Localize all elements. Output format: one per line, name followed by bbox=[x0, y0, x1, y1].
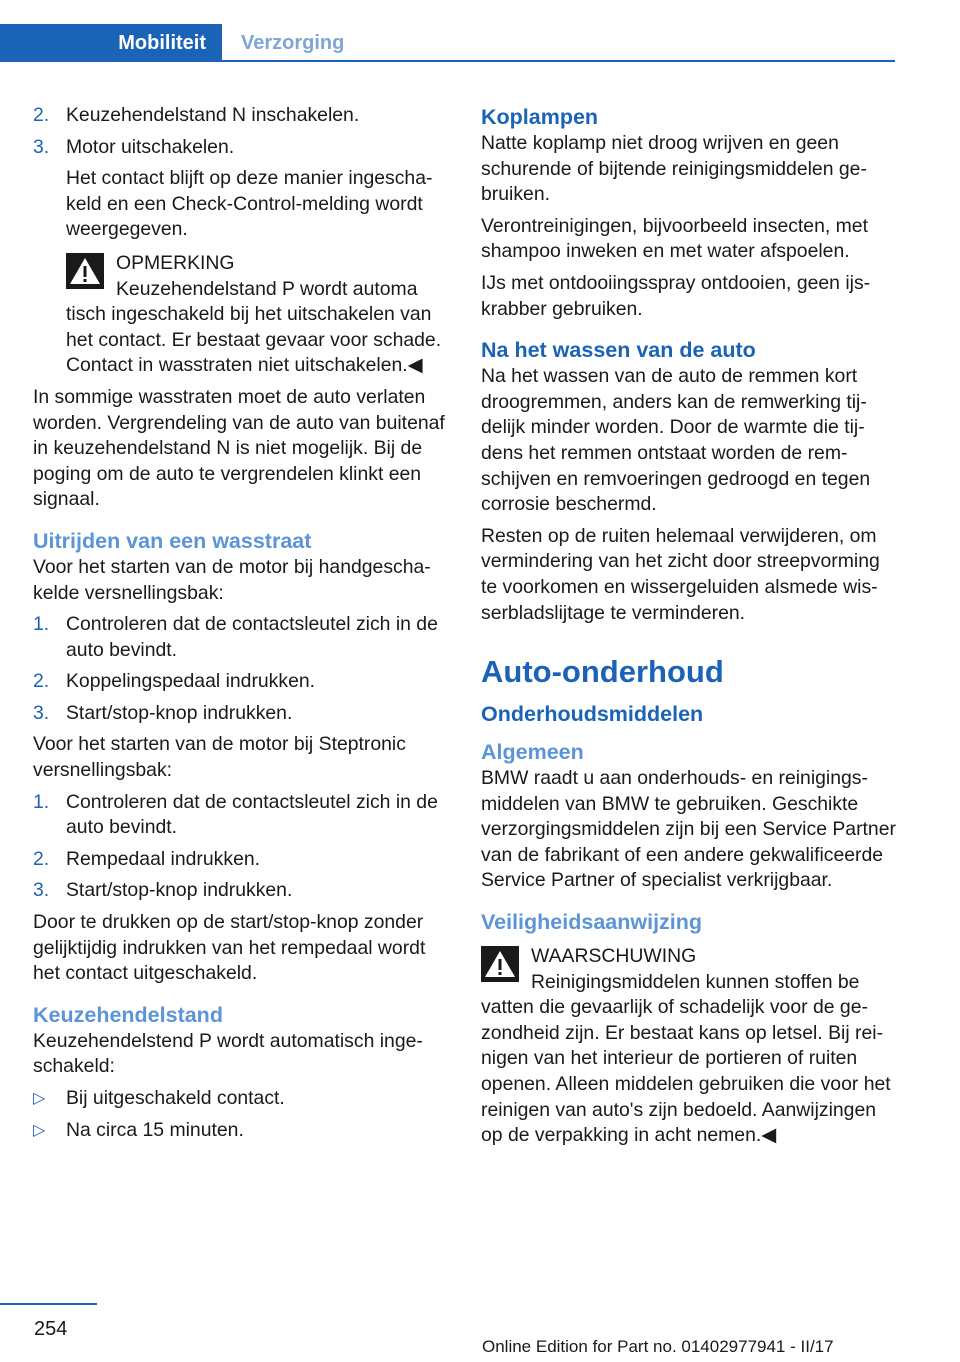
list-item bbox=[33, 135, 448, 161]
warning-box bbox=[481, 944, 896, 1149]
subsection-heading: Algemeen bbox=[481, 740, 584, 765]
list-item bbox=[33, 790, 448, 841]
warning-triangle-icon bbox=[481, 946, 519, 982]
section-heading: Koplampen bbox=[481, 105, 599, 129]
paragraph: BMW raadt u aan onderhouds- en reinigingsmiddelen van BMW te gebruiken. Geschikte verzorgingsmiddelen zijn bij een Service Partner van de fabrikant of een andere gekwalificeerde Service Partner of specialist verkrijgbaar. bbox=[481, 767, 896, 892]
footer-edition: Online Edition for Part no. 01402977941 - II/17 bbox=[482, 1337, 834, 1356]
list-item bbox=[33, 847, 448, 873]
list-item bbox=[33, 103, 448, 129]
warning-body: vatten die gevaarlijk of schadelijk voor de gezondheid zijn. Er bestaat kans op letsel. Bij reinigen van het interieur de portieren of ruiten openen. Alleen middelen gebruiken die voor het reinigen van auto's zijn bedoeld. Aanwijzingen op de verpakking in acht nemen.◀ bbox=[481, 996, 891, 1147]
list-number: 1. bbox=[33, 613, 50, 636]
list-text: Start/stop-knop indrukken. bbox=[66, 879, 293, 902]
list-item bbox=[33, 701, 448, 727]
note-body: tisch ingeschakeld bij het uitschakelen van het contact. Er bestaat gevaar voor schade. Contact in wasstraten niet uitschakelen.◀ bbox=[66, 303, 442, 377]
paragraph: Resten op de ruiten helemaal verwijderen, om vermindering van het zicht door streepvorming te voorkomen en wissergeluiden alsmede wisserbladslijtage te verminderen. bbox=[481, 524, 880, 624]
left-column bbox=[33, 103, 448, 1149]
list-item bbox=[33, 878, 448, 904]
paragraph: Voor het starten van de motor bij handgeschakelde versnellingsbak: bbox=[33, 555, 431, 604]
note-title: OPMERKING bbox=[116, 251, 235, 274]
bullet-marker-icon: ▷ bbox=[33, 1121, 46, 1139]
list-text: Keuzehendelstand N inschakelen. bbox=[66, 104, 360, 126]
subsection-heading: Veiligheidsaanwijzing bbox=[481, 910, 703, 935]
section-heading: Keuzehendelstand bbox=[33, 1002, 223, 1027]
section-heading: Uitrijden van een wasstraat bbox=[33, 528, 312, 553]
bullet-item bbox=[33, 1118, 448, 1144]
chapter-heading: Auto-onderhoud bbox=[481, 654, 724, 690]
list-item bbox=[33, 612, 448, 663]
paragraph: Natte koplamp niet droog wrijven en geen schurende of bijtende reinigingsmiddelen gebruiken. bbox=[481, 132, 867, 206]
list-number: 3. bbox=[33, 135, 50, 158]
paragraph: Voor het starten van de motor bij Steptronic versnellingsbak: bbox=[33, 733, 406, 782]
warning-title: WAARSCHUWING bbox=[531, 945, 697, 968]
paragraph: In sommige wasstraten moet de auto verlaten worden. Vergrendeling van de auto van buitenaf in keuzehendelstand N is niet mogelijk. Bij de poging om de auto te vergrendelen klinkt een signaal. bbox=[33, 385, 445, 511]
bullet-text: Na circa 15 minuten. bbox=[66, 1118, 244, 1141]
paragraph: Door te drukken op de start/stop-knop zonder gelijktijdig indrukken van het rempedaal wordt het contact uitgeschakeld. bbox=[33, 911, 426, 985]
bullet-text: Bij uitgeschakeld contact. bbox=[66, 1087, 285, 1109]
page-number-rule bbox=[0, 1303, 97, 1305]
list-number: 2. bbox=[33, 670, 50, 693]
tab-verzorging[interactable]: Verzorging bbox=[241, 32, 345, 54]
header-tabs bbox=[0, 24, 895, 62]
list-number: 3. bbox=[33, 701, 50, 724]
list-text: Motor uitschakelen. bbox=[66, 135, 235, 158]
note-line: Keuzehendelstand P wordt automa bbox=[116, 277, 418, 300]
list-text: Controleren dat de contactsleutel zich in de auto bevindt. bbox=[66, 613, 438, 661]
list-text: Koppelingspedaal indrukken. bbox=[66, 670, 316, 693]
list-item bbox=[33, 669, 448, 695]
paragraph: Na het wassen van de auto de remmen kort droogremmen, anders kan de remwerking tijdelijk minder worden. Door de warmte die tijdens het remmen ontstaat worden de remschijven en remvoeringen gedroogd en tegen corrosie beschermd. bbox=[481, 365, 871, 516]
header-rule bbox=[222, 60, 895, 62]
list-text: Controleren dat de contactsleutel zich in de auto bevindt. bbox=[66, 790, 438, 839]
bullet-item bbox=[33, 1086, 448, 1112]
page-number: 254 bbox=[34, 1318, 68, 1340]
bullet-marker-icon: ▷ bbox=[33, 1090, 46, 1107]
warning-triangle-icon bbox=[66, 253, 104, 289]
list-number: 2. bbox=[33, 104, 50, 126]
section-heading: Onderhoudsmiddelen bbox=[481, 702, 704, 727]
note-box bbox=[66, 251, 448, 379]
list-number: 1. bbox=[33, 790, 50, 813]
list-text: Start/stop-knop indrukken. bbox=[66, 701, 293, 724]
paragraph: Keuzehendelstend P wordt automatisch ingeschakeld: bbox=[33, 1029, 423, 1078]
list-number: 2. bbox=[33, 847, 50, 870]
list-text: Rempedaal indrukken. bbox=[66, 847, 261, 870]
right-column bbox=[481, 103, 896, 1155]
list-number: 3. bbox=[33, 879, 50, 902]
list-note: Het contact blijft op deze manier ingeschakeld en een Check-Control-melding wordt weergegeven. bbox=[66, 167, 433, 241]
section-heading: Na het wassen van de auto bbox=[481, 338, 756, 363]
tab-mobiliteit[interactable]: Mobiliteit bbox=[0, 24, 222, 62]
warning-line: Reinigingsmiddelen kunnen stoffen be bbox=[531, 970, 860, 993]
paragraph: IJs met ontdooiingsspray ontdooien, geen ijskrabber gebruiken. bbox=[481, 271, 871, 320]
paragraph: Verontreinigingen, bijvoorbeeld insecten, met shampoo inweken en met water afspoelen. bbox=[481, 214, 868, 263]
